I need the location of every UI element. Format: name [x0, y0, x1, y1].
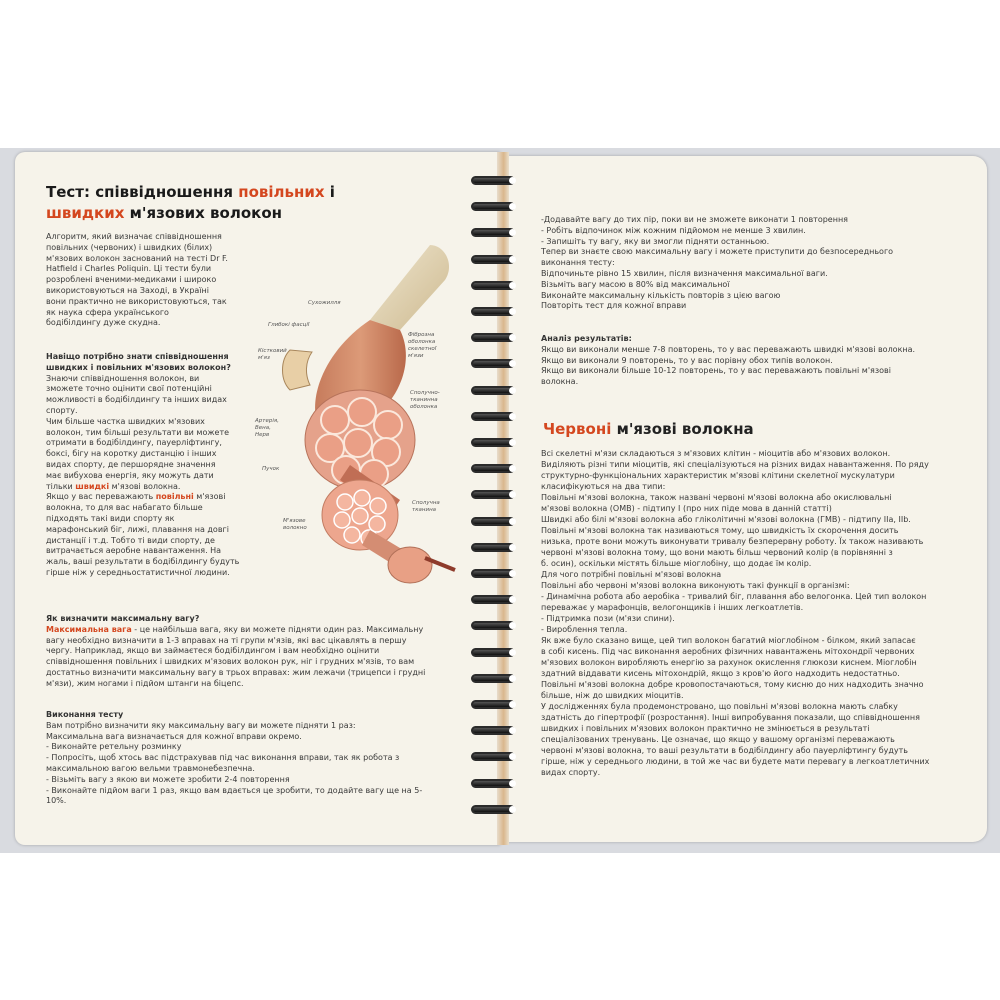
body-line: червоні м'язові волокна, то ваші результати в бодібілдингу або пауерліфтингу будуть — [541, 746, 909, 755]
punch-hole — [509, 177, 516, 184]
execution-section — [46, 710, 461, 807]
spiral-coil — [465, 646, 521, 660]
spiral-coil — [465, 515, 521, 529]
slow-fibers-line — [46, 492, 256, 503]
body-line: Як вже було сказано вище, цей тип волокон багатий міоглобіном - білком, який запасає — [541, 636, 916, 645]
spiral-coil — [465, 305, 521, 319]
execution-line: Вам потрібно визначити яку максимальну вагу ви можете підняти 1 раз: — [46, 720, 356, 730]
right-top-line: Тепер ви знаєте свою максимальну вагу і можете приступити до безпосереднього — [541, 247, 894, 257]
intro-line: Алгоритм, який визначає співвідношення — [46, 232, 222, 241]
body-line: У дослідженнях була продемонстровано, що повільні м'язові волокна мають слабку — [541, 702, 898, 711]
right-top-section — [541, 215, 961, 312]
punch-hole — [509, 413, 516, 420]
punch-hole — [509, 387, 516, 394]
max-weight-definition — [46, 625, 461, 636]
intro-line: повільних (червоних) і швидких (білих) — [46, 242, 213, 252]
spiral-coil — [465, 279, 521, 293]
intro-line: бодібілдингу дуже скудна. — [46, 318, 161, 328]
punch-hole — [509, 570, 516, 577]
execution-line: - Виконайте підйом ваги 1 раз, якщо вам вдається це зробити, то додайте вагу ще на 5- — [46, 785, 423, 795]
spiral-coil — [465, 698, 521, 712]
body-line: Повільні або червоні м'язові волокна виконують такі функції в організмі: — [541, 581, 850, 590]
punch-hole — [509, 256, 516, 263]
body-line: в собі кисень. Під час виконання аеробних фізичних навантажень мітохондрії червоних — [541, 647, 915, 656]
body-line: м'язові волокна (ОМВ) - підтипу I (про них піде мова в данній статті) — [541, 504, 832, 513]
execution-line: - Візьміть вагу з якою ви можете зробити 2-4 повторення — [46, 774, 290, 784]
punch-hole — [509, 806, 516, 813]
red-fibers-body — [541, 448, 961, 778]
why-title-line: Навіщо потрібно знати співвідношення — [46, 352, 229, 361]
punch-hole — [509, 282, 516, 289]
body-line: більше, ніж до швидких міоцитів. — [541, 691, 684, 700]
punch-hole — [509, 596, 516, 603]
body-line: видах спорту. — [541, 768, 601, 777]
slow-body-line: марафонський біг, лижі, плавання на довгі — [46, 524, 229, 534]
why-body-line: волокон, тим більші результати ви можете — [46, 427, 230, 437]
max-weight-title: Як визначити максимальну вагу? — [46, 614, 200, 623]
punch-hole — [509, 465, 516, 472]
right-top-line: - Робіть відпочинок між кожним підйомом не менше 3 хвилин. — [541, 225, 806, 235]
right-top-line: Виконайте максимальну кількість повторів з цією вагою — [541, 290, 781, 300]
analysis-line: Якщо ви виконали 9 повторень, то у вас порівну обох типів волокон. — [541, 355, 833, 365]
body-line: гірше, ніж у середнього людини, в той же час ви будете мати перевагу в легкоатлетичних — [541, 757, 930, 766]
body-line: Повільні м'язові волокна так називаються тому, що швидкість їх скорочення досить — [541, 526, 899, 535]
execution-line: максимальною вагою вельми травмонебезпечна. — [46, 763, 255, 773]
right-top-line: - Запишіть ту вагу, яку ви змогли підняти останньою. — [541, 236, 770, 246]
punch-hole — [509, 701, 516, 708]
analysis-line: Якщо ви виконали менше 7-8 повторень, то у вас переважають швидкі м'язові волокна. — [541, 344, 916, 354]
spiral-coil — [465, 619, 521, 633]
max-weight-line: співвідношення повільних і швидких м'язових волокон рук, ніг і грудних м'язів, то вам — [46, 657, 415, 667]
body-line: б. осин), оскільки містять більше міоглобіну, що додає їм колір. — [541, 559, 812, 568]
body-line: здатність до гіпертрофії (розростання). Інші випробування показали, що співвідношення — [541, 713, 920, 722]
body-line: Повільні м'язові волокна добре кровопостачаються, тому кисню до них надходить значно — [541, 680, 924, 689]
slow-line-before: Якщо у вас переважають — [46, 492, 156, 502]
max-weight-rest: - це найбільша вага, яку ви можете підняти один раз. Максимальну — [131, 624, 424, 634]
punch-hole — [509, 229, 516, 236]
intro-line: м'язових волокон заснований на тесті Dr F. — [46, 253, 228, 263]
punch-hole — [509, 360, 516, 367]
intro-line: вони практично не використовуються, так — [46, 296, 227, 306]
body-line: Швидкі або білі м'язові волокна або гліколітичні м'язові волокна (ГМВ) - підтипу IIa, IIb. — [541, 515, 911, 524]
why-body-line: видах спорту, де першорядне значення — [46, 459, 216, 469]
spiral-coil — [465, 593, 521, 607]
punch-hole — [509, 334, 516, 341]
slow-body-line: жаль, ваші результати в бодібілдингу будуть — [46, 557, 240, 567]
execution-title: Виконання тесту — [46, 710, 124, 719]
why-body-line: отримати в бодібілдингу, пауерліфтингу, — [46, 438, 222, 448]
fast-line-after: м'язові волокна. — [109, 481, 181, 491]
why-body-line: зможете точно оцінити свої потенційні — [46, 384, 212, 394]
spiral-coil — [465, 803, 521, 817]
body-line: червоні м'язові волокна тому, що вони мають більш червоний колір (в порівнянні з — [541, 548, 893, 557]
spiral-coil — [465, 226, 521, 240]
fig-label-tendon: Сухожилля — [308, 300, 341, 306]
punch-hole — [509, 308, 516, 315]
body-line: класифікуються на два типи: — [541, 482, 666, 491]
max-weight-highlight: Максимальна вага — [46, 624, 132, 634]
max-weight-line: достатньо визначити максимальну вагу в трьох вправах: жим лежачи (трицепси і грудні — [46, 667, 426, 677]
intro-line: розроблені вченими-медиками і широко — [46, 275, 217, 285]
punch-hole — [509, 622, 516, 629]
title-text: м'язових волокон — [124, 204, 282, 222]
intro-line: Hatfield і Charles Poliquin. Ці тести були — [46, 264, 212, 274]
slow-line-after: м'язові — [193, 492, 226, 502]
punch-hole — [509, 753, 516, 760]
title-highlight-slow: повільних — [238, 183, 325, 201]
body-line: Повільні м'язові волокна, також названі червоні м'язові волокна або окислювальні — [541, 493, 892, 502]
spiral-coil — [465, 488, 521, 502]
intro-paragraph — [46, 232, 251, 329]
body-line: - Вироблення тепла. — [541, 625, 628, 634]
punch-hole — [509, 544, 516, 551]
spiral-coil — [465, 357, 521, 371]
max-weight-line: чергу. Наприклад, якщо ви займаєтеся бодібілдингом і вам необхідно оцінити — [46, 646, 380, 656]
body-line: - Динамічна робота або аеробіка - тривалий біг, плавання або велогонка. Цей тип волокон — [541, 592, 927, 601]
fast-fibers-line — [46, 482, 256, 493]
execution-line: 10%. — [46, 796, 67, 806]
fig-label-muscle-fiber: М'язове волокно — [283, 518, 307, 531]
red-fibers-heading — [543, 420, 754, 438]
fig-label-fibrous-sheath: Фіброзна оболонка скелетної м'язи — [408, 332, 437, 359]
title-text: і — [324, 183, 335, 201]
why-body-line: Знаючи співвідношення волокон, ви — [46, 373, 200, 383]
analysis-line: Якщо ви виконали більше 10-12 повторень, то у вас переважають повільні м'язові — [541, 366, 891, 376]
why-body-line: боксі, бігу на коротку дистанцію і інших — [46, 449, 217, 459]
right-top-line: Візьміть вагу масою в 80% від максимальної — [541, 279, 730, 289]
spiral-coil — [465, 436, 521, 450]
punch-hole — [509, 727, 516, 734]
fig-label-skeletal-muscle: Кістковий м'яз — [258, 348, 287, 361]
spiral-coil — [465, 410, 521, 424]
fig-label-deep-fascia: Глибокі фасції — [268, 322, 310, 328]
spiral-coil — [465, 672, 521, 686]
heading-rest: м'язові волокна — [611, 420, 754, 438]
spiral-coil — [465, 462, 521, 476]
punch-hole — [509, 675, 516, 682]
analysis-line: волокна. — [541, 377, 579, 387]
intro-line: як наука сфера українського — [46, 307, 169, 317]
spiral-coil — [465, 777, 521, 791]
muscle-anatomy-illustration — [250, 240, 465, 585]
heading-highlight: Червоні — [543, 420, 612, 438]
fig-label-vessels: Артерія, Вена, Нерв — [255, 418, 279, 438]
body-line: Всі скелетні м'язи складаються з м'язових клітин - міоцитів або м'язових волокон. — [541, 449, 891, 458]
execution-line: Максимальна вага визначається для кожної вправи окремо. — [46, 731, 302, 741]
max-weight-line: м'язи), жим ногами і підйом штанги на біцепс. — [46, 678, 244, 688]
body-line: м'язових волокон виробляють енергію за рахунок окислення глюкози киснем. Міоглобін — [541, 658, 917, 667]
fast-line-before: тільки — [46, 481, 76, 491]
spiral-coil — [465, 331, 521, 345]
fig-label-connective-sheath: Сполучно-тканинна оболонка — [410, 390, 440, 410]
why-body-line: можливості в бодібілдингу та інших видах — [46, 395, 227, 405]
spiral-coil — [465, 750, 521, 764]
myofibril-bundle — [388, 547, 432, 583]
spiral-coil — [465, 200, 521, 214]
tendon-shape — [370, 245, 449, 330]
body-line: переважає у марафонців, велогонщиків і інших легкоатлетів. — [541, 603, 804, 612]
body-line: спеціалізованих тренувань. Це означає, що якщо у вашому організмі переважають — [541, 735, 895, 744]
spiral-coil — [465, 174, 521, 188]
slow-body-line: дистанції і т.д. Тобто ті види спорту, де — [46, 535, 215, 545]
right-top-line: Відпочиньте рівно 15 хвилин, після визначення максимальної ваги. — [541, 268, 828, 278]
right-top-line: Повторіть тест для кожної вправи — [541, 301, 687, 311]
body-line: - Підтримка пози (м'язи спини). — [541, 614, 675, 623]
punch-hole — [509, 491, 516, 498]
title-text: Тест: співвідношення — [46, 183, 239, 201]
spiral-coil — [465, 541, 521, 555]
spiral-coil — [465, 253, 521, 267]
body-line: Виділяють різні типи міоцитів, які спеціалізуються на різних видах навантаження. По ряду — [541, 460, 929, 469]
punch-hole — [509, 203, 516, 210]
spiral-coil — [465, 384, 521, 398]
body-line: Для чого потрібні повільні м'язові волокна — [541, 570, 722, 579]
why-body-line: має вибухова енергія, яку можуть дати — [46, 470, 214, 480]
title-highlight-fast: швидких — [46, 204, 125, 222]
analysis-title: Аналіз результатів: — [541, 334, 632, 343]
max-weight-section — [46, 614, 461, 690]
fig-label-fascicle: Пучок — [262, 466, 280, 472]
why-section — [46, 352, 256, 579]
slow-highlight: повільні — [155, 492, 194, 502]
slow-body-line: витрачається аеробне навантаження. На — [46, 546, 222, 556]
analysis-section — [541, 334, 961, 388]
intro-line: використовуються на Заході, в Україні — [46, 285, 209, 295]
why-body-line: Чим більше частка швидких м'язових — [46, 416, 205, 426]
fast-highlight: швидкі — [75, 481, 110, 491]
body-line: здатний віддавати кисень мітохондрій, якщо з кров'ю його надходить недостатньо. — [541, 669, 900, 678]
body-line: низька, проте вони можуть виконувати тривалу безперервну роботу. Їх також називають — [541, 537, 924, 546]
punch-hole — [509, 649, 516, 656]
punch-hole — [509, 780, 516, 787]
body-line: структурно-функціональних характеристик м'язові клітини скелетної мускулатури — [541, 471, 895, 480]
why-body-line: спорту. — [46, 405, 78, 415]
spiral-coil — [465, 567, 521, 581]
spiral-coil — [465, 724, 521, 738]
execution-line: - Виконайте ретельну розминку — [46, 742, 182, 752]
right-top-line: виконання тесту: — [541, 258, 615, 268]
max-weight-line: вагу необхідно визначити в 1-3 вправах на ті групи м'язів, які вас цікавлять в першу — [46, 635, 407, 645]
spiral-binding — [465, 174, 525, 824]
execution-line: - Попросіть, щоб хтось вас підстрахував під час виконання вправи, так як робота з — [46, 753, 400, 763]
body-line: швидких і повільних м'язових волокон практично не змінюється в результаті — [541, 724, 870, 733]
slow-body-line: волокна, то для вас набагато більше — [46, 503, 203, 513]
punch-hole — [509, 439, 516, 446]
slow-body-line: гірше ніж у середньостатистичної людини. — [46, 567, 230, 577]
punch-hole — [509, 518, 516, 525]
why-title-line: швидких і повільних м'язових волокон? — [46, 362, 231, 372]
fig-label-connective-tissue: Сполучна тканина — [412, 500, 440, 513]
left-page-title — [46, 182, 366, 224]
slow-body-line: підходять такі види спорту як — [46, 513, 175, 523]
right-top-line: -Додавайте вагу до тих пір, поки ви не зможете виконати 1 повторення — [541, 215, 848, 224]
